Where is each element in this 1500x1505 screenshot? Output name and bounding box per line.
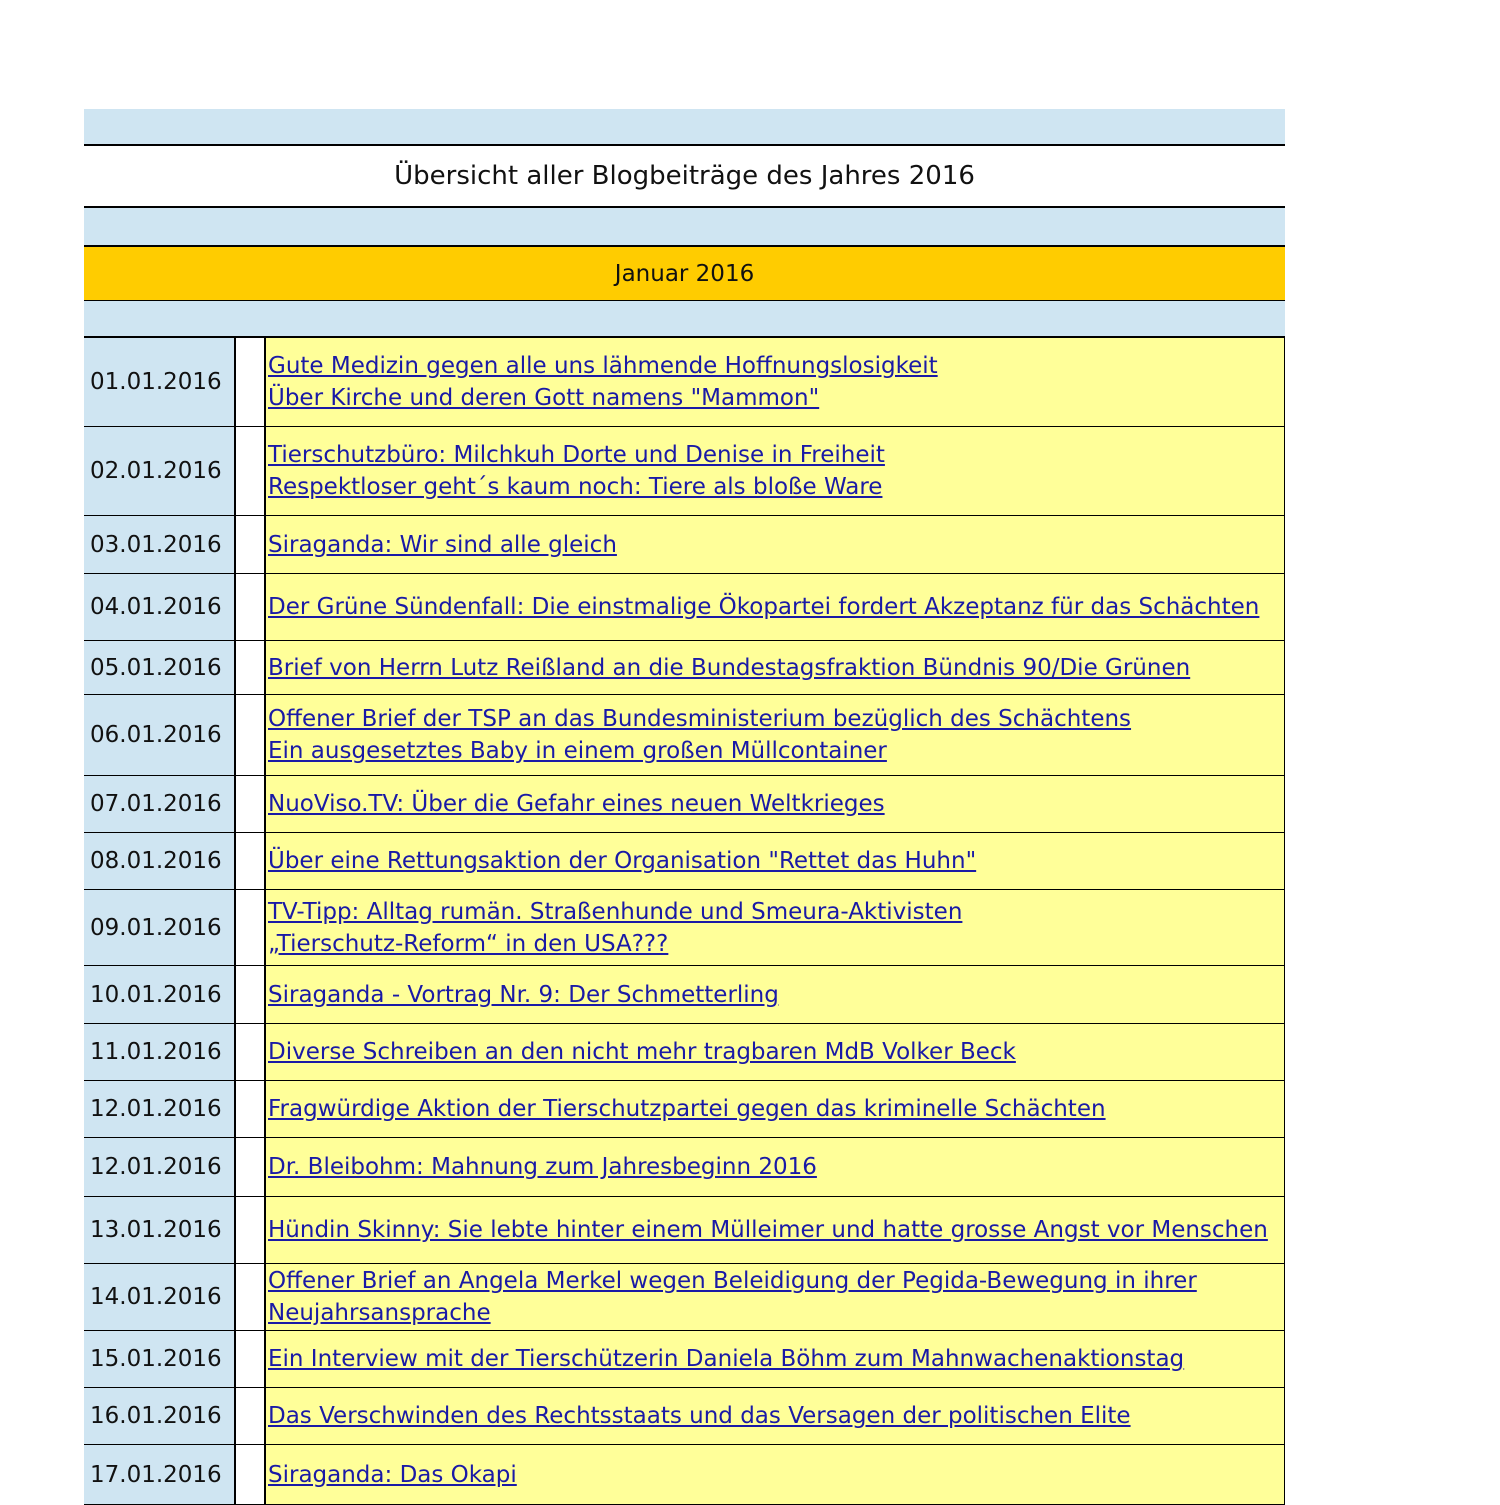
post-titles-cell [266, 1081, 1285, 1137]
post-link[interactable]: Diverse Schreiben an den nicht mehr tragbaren MdB Volker Beck [268, 1039, 1016, 1065]
post-date: 14.01.2016 [84, 1264, 236, 1330]
post-link[interactable]: TV-Tipp: Alltag rumän. Straßenhunde und Smeura-Aktivisten [268, 898, 963, 925]
post-titles-cell [266, 1388, 1285, 1444]
table-row [84, 1331, 1285, 1388]
table-row [84, 966, 1285, 1024]
spacer-cell [236, 427, 266, 515]
table-row [84, 1024, 1285, 1081]
post-list [84, 338, 1285, 1505]
spacer-cell [236, 1081, 266, 1137]
page-title: Übersicht aller Blogbeiträge des Jahres 2016 [84, 146, 1285, 208]
table-row [84, 1138, 1285, 1197]
post-titles-cell [266, 641, 1285, 694]
post-link[interactable]: Hündin Skinny: Sie lebte hinter einem Mülleimer und hatte grosse Angst vor Menschen [268, 1217, 1268, 1243]
spacer-band [84, 208, 1285, 247]
post-link[interactable]: Siraganda - Vortrag Nr. 9: Der Schmetterling [268, 981, 779, 1008]
post-date: 09.01.2016 [84, 890, 236, 965]
post-link[interactable]: Fragwürdige Aktion der Tierschutzpartei gegen das kriminelle Schächten [268, 1096, 1106, 1122]
post-link[interactable]: Offener Brief an Angela Merkel wegen Beleidigung der Pegida-Bewegung in ihrer Neujahrsansprache [268, 1268, 1197, 1326]
post-date: 15.01.2016 [84, 1331, 236, 1387]
post-date: 02.01.2016 [84, 427, 236, 515]
post-titles-cell [266, 1197, 1285, 1263]
post-link[interactable]: Siraganda: Wir sind alle gleich [268, 531, 617, 558]
spacer-cell [236, 1197, 266, 1263]
post-link[interactable]: Ein Interview mit der Tierschützerin Daniela Böhm zum Mahnwachenaktionstag [268, 1346, 1185, 1372]
post-date: 03.01.2016 [84, 516, 236, 573]
spacer-cell [236, 1331, 266, 1387]
post-titles-cell [266, 427, 1285, 515]
post-titles-cell [266, 890, 1285, 965]
post-date: 16.01.2016 [84, 1388, 236, 1444]
post-date: 06.01.2016 [84, 695, 236, 775]
table-row [84, 1081, 1285, 1138]
table-row [84, 890, 1285, 966]
table-row [84, 1388, 1285, 1445]
post-link[interactable]: Über eine Rettungsaktion der Organisation "Rettet das Huhn" [268, 848, 977, 874]
spacer-cell [236, 966, 266, 1023]
post-titles-cell [266, 966, 1285, 1023]
spacer-cell [236, 1024, 266, 1080]
post-titles-cell [266, 574, 1285, 640]
spacer-cell [236, 776, 266, 832]
post-link[interactable]: Über Kirche und deren Gott namens "Mammon" [268, 385, 820, 411]
spacer-cell [236, 1445, 266, 1504]
spacer-cell [236, 1264, 266, 1330]
spacer-cell [236, 1138, 266, 1196]
table-row [84, 1264, 1285, 1331]
post-link[interactable]: Der Grüne Sündenfall: Die einstmalige Ökopartei fordert Akzeptanz für das Schächten [268, 594, 1260, 620]
post-date: 13.01.2016 [84, 1197, 236, 1263]
month-header: Januar 2016 [84, 247, 1285, 301]
table-row [84, 574, 1285, 641]
table-row [84, 776, 1285, 833]
post-link[interactable]: Das Verschwinden des Rechtsstaats und das Versagen der politischen Elite [268, 1403, 1131, 1429]
post-titles-cell [266, 1264, 1285, 1330]
spacer-cell [236, 1388, 266, 1444]
post-date: 01.01.2016 [84, 338, 236, 426]
post-link[interactable]: Brief von Herrn Lutz Reißland an die Bundestagsfraktion Bündnis 90/Die Grünen [268, 654, 1191, 681]
post-titles-cell [266, 338, 1285, 426]
post-date: 12.01.2016 [84, 1138, 236, 1196]
post-titles-cell [266, 516, 1285, 573]
spacer-cell [236, 516, 266, 573]
spacer-band [84, 301, 1285, 338]
post-link[interactable]: Siraganda: Das Okapi [268, 1461, 517, 1488]
spacer-cell [236, 695, 266, 775]
table-row [84, 1197, 1285, 1264]
post-link[interactable]: „Tierschutz-Reform“ in den USA??? [268, 930, 669, 957]
table-row [84, 695, 1285, 776]
post-link[interactable]: Offener Brief der TSP an das Bundesministerium bezüglich des Schächtens [268, 706, 1132, 732]
post-titles-cell [266, 1445, 1285, 1504]
post-link[interactable]: Ein ausgesetztes Baby in einem großen Müllcontainer [268, 738, 887, 764]
spacer-cell [236, 574, 266, 640]
post-link[interactable]: Respektloser geht´s kaum noch: Tiere als bloße Ware [268, 474, 883, 500]
post-date: 07.01.2016 [84, 776, 236, 832]
post-link[interactable]: NuoViso.TV: Über die Gefahr eines neuen Weltkrieges [268, 791, 885, 817]
post-link[interactable]: Gute Medizin gegen alle uns lähmende Hoffnungslosigkeit [268, 353, 938, 379]
spacer-cell [236, 833, 266, 889]
table-row [84, 427, 1285, 516]
post-titles-cell [266, 833, 1285, 889]
post-titles-cell [266, 1331, 1285, 1387]
table-row [84, 338, 1285, 427]
blog-overview-sheet [84, 109, 1285, 1505]
table-row [84, 641, 1285, 695]
post-date: 11.01.2016 [84, 1024, 236, 1080]
table-row [84, 1445, 1285, 1505]
post-titles-cell [266, 776, 1285, 832]
post-date: 17.01.2016 [84, 1445, 236, 1504]
table-row [84, 833, 1285, 890]
spacer-cell [236, 641, 266, 694]
post-date: 08.01.2016 [84, 833, 236, 889]
post-date: 04.01.2016 [84, 574, 236, 640]
post-titles-cell [266, 695, 1285, 775]
post-link[interactable]: Dr. Bleibohm: Mahnung zum Jahresbeginn 2016 [268, 1154, 817, 1180]
table-row [84, 516, 1285, 574]
spacer-cell [236, 890, 266, 965]
post-date: 10.01.2016 [84, 966, 236, 1023]
post-date: 12.01.2016 [84, 1081, 236, 1137]
post-titles-cell [266, 1024, 1285, 1080]
post-link[interactable]: Tierschutzbüro: Milchkuh Dorte und Denise in Freiheit [268, 442, 885, 468]
post-titles-cell [266, 1138, 1285, 1196]
top-band [84, 109, 1285, 146]
post-date: 05.01.2016 [84, 641, 236, 694]
spacer-cell [236, 338, 266, 426]
